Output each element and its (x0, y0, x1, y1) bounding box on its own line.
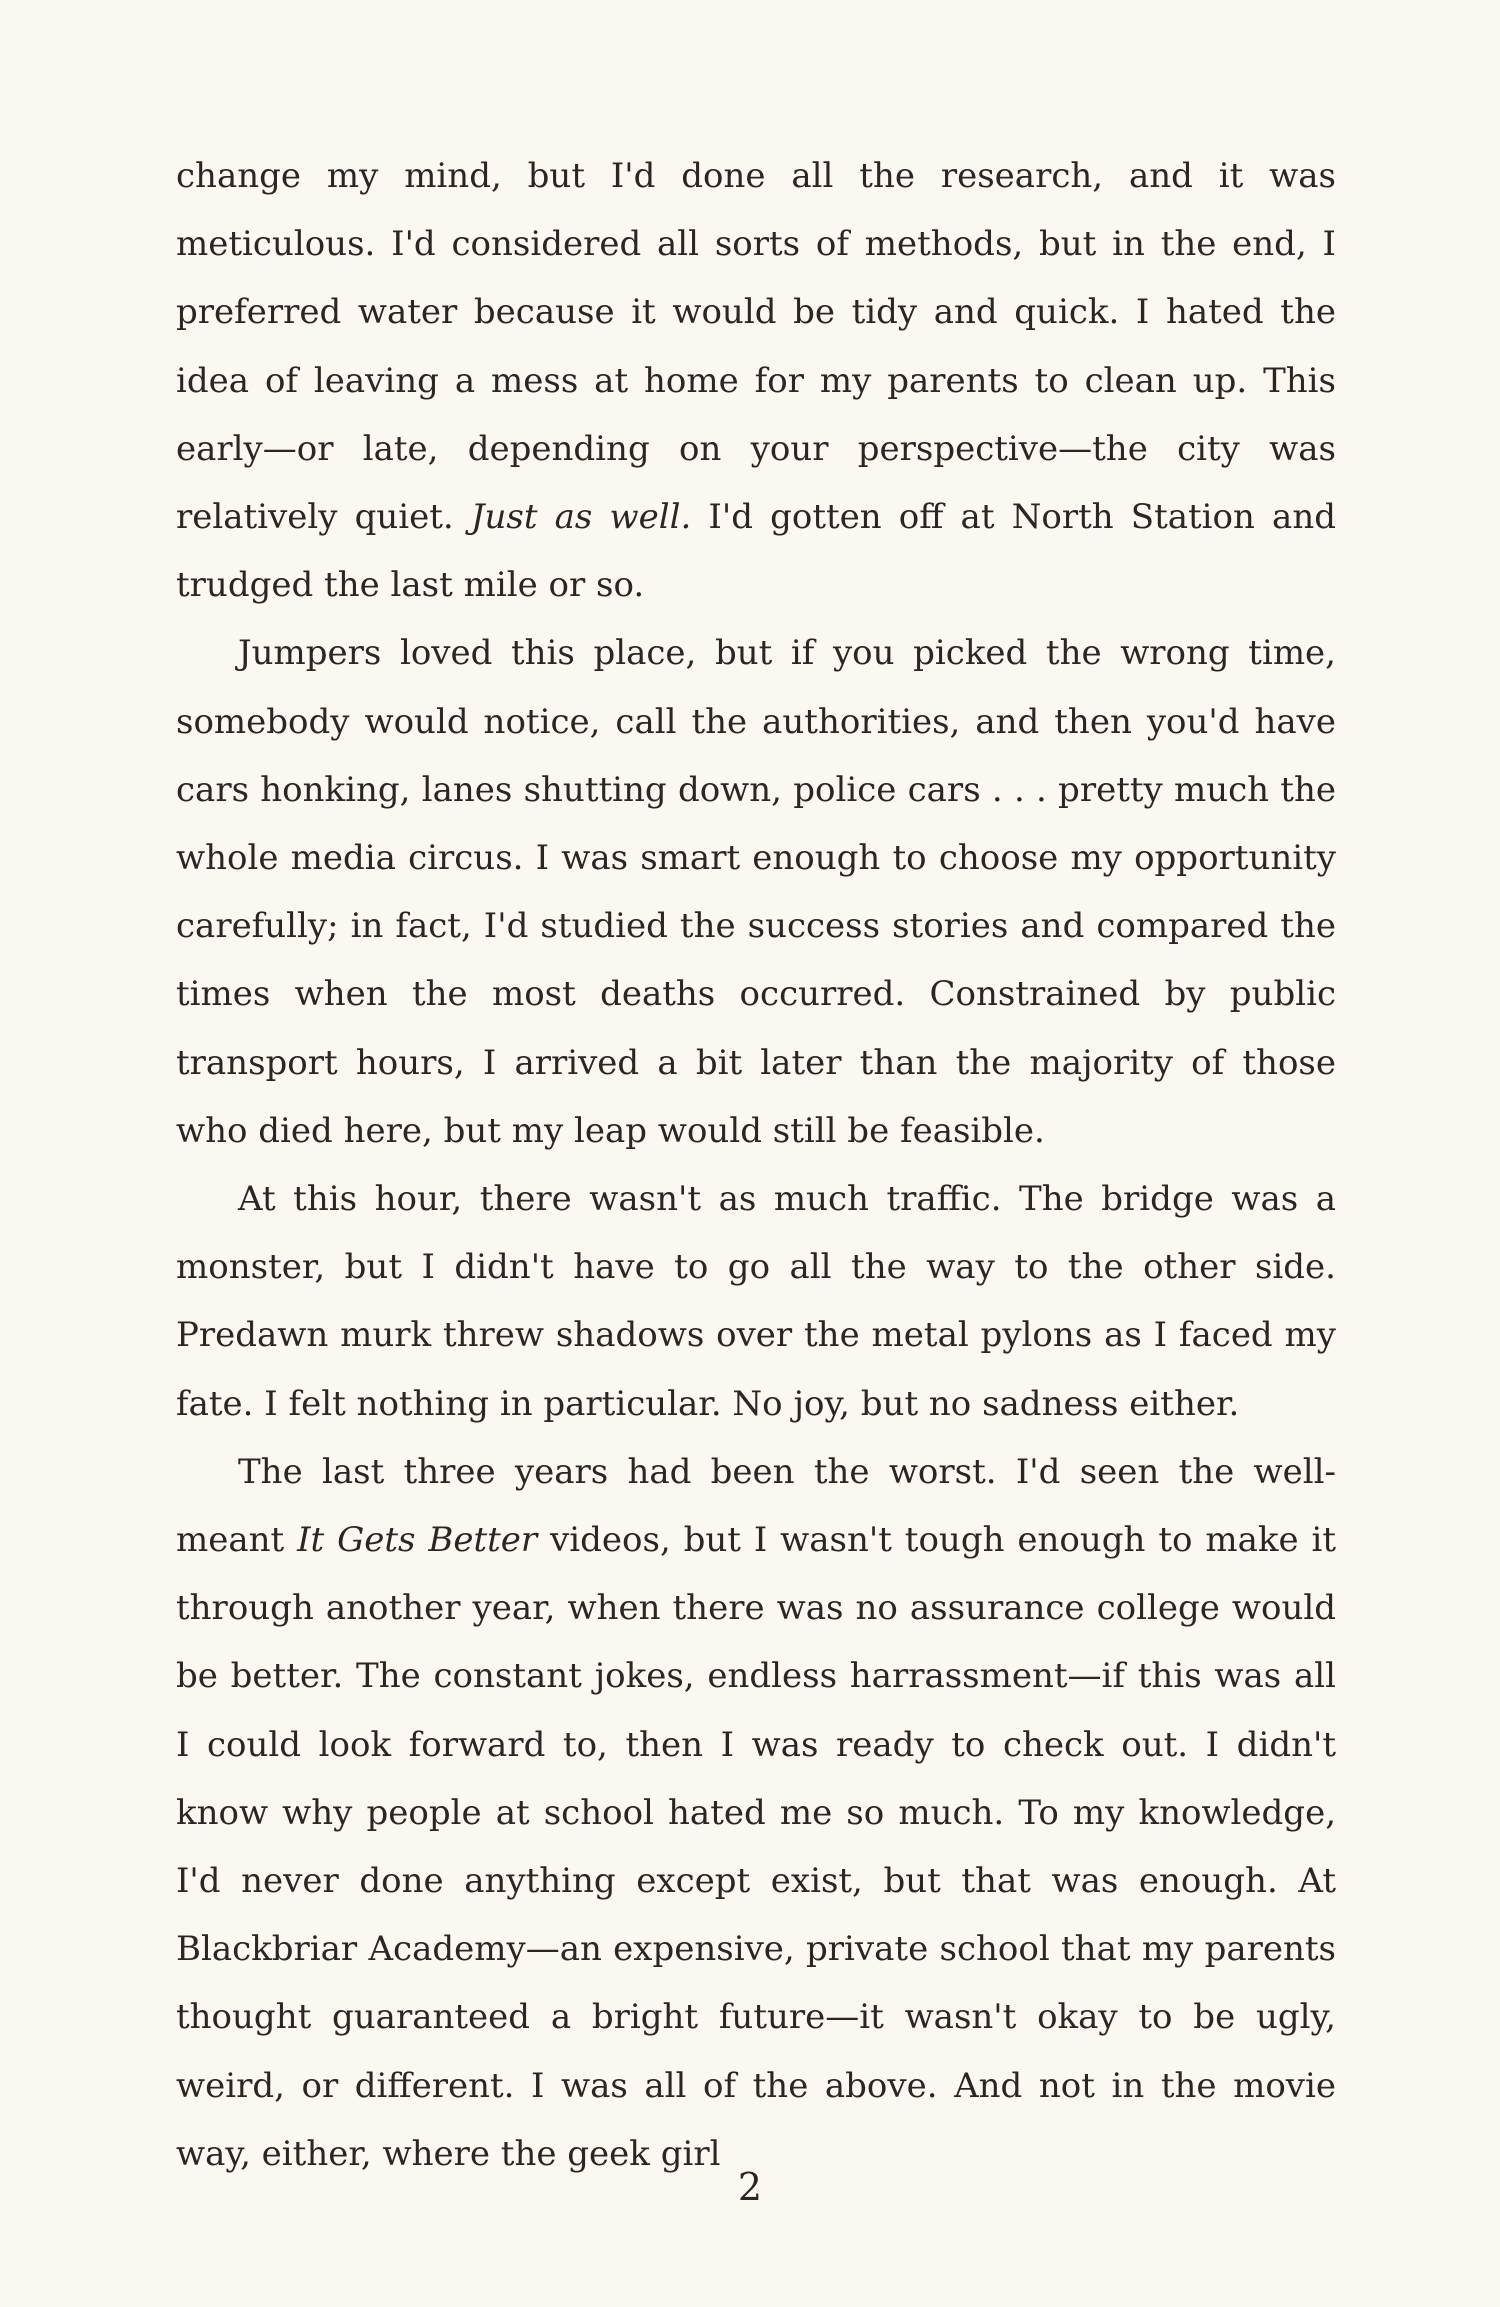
paragraph-4-text-end: videos, but I wasn't tough enough to make it through another year, when there was no assurance college would be better. The constant jokes, endless harrassment—if this was all I could look forward to, then I was ready to check out. I didn't know why people at school hated me so much. To my knowledge, I'd never done anything except exist, but that was enough. At Blackbriar Academy—an expensive, private school that my parents thought guaranteed a bright future—it wasn't okay to be ugly, weird, or different. I was all of the above. And not in the movie way, either, where the geek girl (176, 1520, 1337, 2174)
paragraph-1 (176, 142, 1336, 619)
paragraph-1-text: change my mind, but I'd done all the research, and it was meticulous. I'd considered all sorts of methods, but in the end, I preferred water because it would be tidy and quick. I hated the idea of leaving a mess at home for my parents to clean up. This early—or late, depending on your perspective—the city was relatively quiet. (176, 156, 1336, 538)
paragraph-2 (176, 619, 1336, 1165)
paragraph-1-text-end: I'd gotten off at North Station and trudged the last mile or so. (176, 497, 1336, 606)
paragraph-4 (176, 1438, 1336, 2188)
paragraph-4-italic-title: It Gets Better (297, 1520, 538, 1561)
paragraph-2-text: Jumpers loved this place, but if you picked the wrong time, somebody would notice, call the authorities, and then you'd have cars honking, lanes shutting down, police cars . . . pretty much the whole media circus. I was smart enough to choose my opportunity carefully; in fact, I'd studied the success stories and compared the times when the most deaths occurred. Constrained by public transport hours, I arrived a bit later than the majority of those who died here, but my leap would still be feasible. (176, 633, 1336, 1151)
paragraph-3 (176, 1165, 1336, 1438)
page-body-text (176, 142, 1336, 2188)
paragraph-4-text: The last three years had been the worst. I'd seen the well-meant (176, 1451, 1336, 1561)
paragraph-3-text: At this hour, there wasn't as much traffic. The bridge was a monster, but I didn't have to go all the way to the other side. Predawn murk threw shadows over the metal pylons as I faced my fate. I felt nothing in particular. No joy, but no sadness either. (176, 1179, 1336, 1424)
paragraph-1-italic: Just as well. (470, 497, 692, 538)
page-number: 2 (737, 2165, 763, 2209)
